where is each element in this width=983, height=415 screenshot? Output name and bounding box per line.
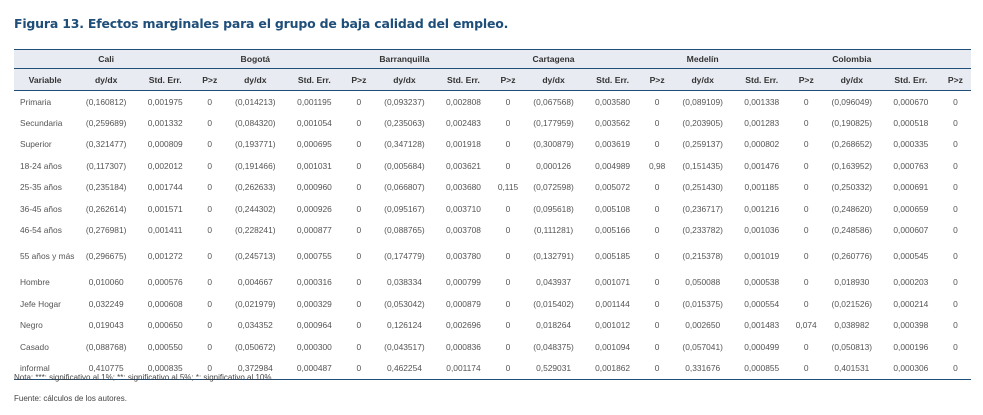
- dydx-cell: 0,032249: [88, 298, 124, 309]
- std-err-cell: 0,000650: [147, 320, 183, 331]
- p-value-cell: 0: [207, 341, 213, 352]
- dydx-cell: (0,251430): [682, 182, 723, 193]
- p-value-cell: 0: [356, 118, 362, 129]
- p-value-cell: 0: [505, 320, 511, 331]
- dydx-cell: (0,015402): [533, 298, 574, 309]
- variable-cell: Hombre: [20, 277, 50, 288]
- column-header: dy/dx: [673, 69, 733, 91]
- column-header: dy/dx: [225, 69, 285, 91]
- significance-note: Nota: ***: significativo al 1%; **: significativo al 5%; *: significativo al 10%.: [14, 373, 274, 382]
- std-err-cell: 0,000802: [744, 139, 780, 150]
- dydx-cell: 0,018930: [834, 277, 870, 288]
- dydx-cell: (0,057041): [682, 341, 723, 352]
- p-value-cell: 0,98: [648, 160, 666, 171]
- dydx-cell: (0,072598): [533, 182, 574, 193]
- p-value-cell: 0: [953, 139, 958, 150]
- column-header: P>z: [642, 69, 673, 91]
- std-err-cell: 0,000659: [893, 203, 929, 214]
- blank-header: [14, 50, 76, 69]
- p-value-cell: 0: [207, 251, 213, 262]
- dydx-cell: 0,000126: [536, 160, 572, 171]
- p-value-cell: 0: [654, 182, 660, 193]
- std-err-cell: 0,003710: [445, 203, 481, 214]
- table-row: [14, 155, 971, 176]
- dydx-cell: (0,111281): [533, 225, 574, 236]
- p-value-cell: 0: [356, 277, 362, 288]
- p-value-cell: 0: [654, 118, 660, 129]
- std-err-cell: 0,000835: [136, 357, 194, 379]
- std-err-cell: 0,000398: [893, 320, 929, 331]
- p-value-cell: 0: [207, 160, 213, 171]
- table-row: [14, 293, 971, 314]
- p-value-cell: 0: [953, 160, 958, 171]
- p-value-cell: 0: [194, 357, 225, 379]
- dydx-cell: (0,015375): [682, 298, 723, 309]
- std-err-cell: 0,000306: [882, 357, 940, 379]
- std-err-cell: 0,001071: [595, 277, 631, 288]
- column-header: Std. Err.: [434, 69, 492, 91]
- dydx-cell: 0,529031: [524, 357, 584, 379]
- p-value-cell: 0: [953, 225, 958, 236]
- column-header: dy/dx: [76, 69, 136, 91]
- p-value-cell: 0: [356, 320, 362, 331]
- variable-cell: 55 años y más: [20, 251, 75, 262]
- p-value-cell: 0: [356, 225, 362, 236]
- dydx-cell: (0,067568): [533, 96, 574, 107]
- column-header: P>z: [194, 69, 225, 91]
- dydx-cell: (0,177959): [533, 118, 574, 129]
- std-err-cell: 0,000196: [893, 341, 929, 352]
- column-header: dy/dx: [822, 69, 882, 91]
- std-err-cell: 0,000300: [296, 341, 332, 352]
- dydx-cell: (0,174779): [384, 251, 425, 262]
- dydx-cell: (0,300879): [533, 139, 574, 150]
- dydx-cell: 0,050088: [685, 277, 721, 288]
- std-err-cell: 0,004989: [595, 160, 631, 171]
- p-value-cell: 0: [654, 320, 660, 331]
- dydx-cell: (0,235063): [384, 118, 425, 129]
- std-err-cell: 0,001483: [744, 320, 780, 331]
- dydx-cell: (0,021979): [235, 298, 276, 309]
- std-err-cell: 0,001571: [147, 203, 183, 214]
- std-err-cell: 0,000316: [296, 277, 332, 288]
- dydx-cell: (0,191466): [235, 160, 276, 171]
- std-err-cell: 0,000879: [445, 298, 481, 309]
- dydx-cell: (0,203905): [682, 118, 723, 129]
- p-value-cell: 0: [505, 341, 511, 352]
- table-row: [14, 336, 971, 357]
- p-value-cell: 0: [803, 298, 809, 309]
- p-value-cell: 0: [654, 203, 660, 214]
- p-value-cell: 0: [953, 320, 958, 331]
- dydx-cell: (0,248620): [831, 203, 873, 214]
- column-header: Std. Err.: [136, 69, 194, 91]
- variable-cell: 36-45 años: [20, 203, 62, 214]
- dydx-cell: (0,233782): [682, 225, 723, 236]
- p-value-cell: 0: [803, 341, 809, 352]
- dydx-cell: (0,043517): [384, 341, 425, 352]
- std-err-cell: 0,000545: [893, 251, 929, 262]
- std-err-cell: 0,002696: [445, 320, 481, 331]
- p-value-cell: 0: [654, 298, 660, 309]
- variable-cell: 18-24 años: [20, 160, 62, 171]
- variable-cell: informal: [14, 357, 76, 379]
- column-header-row: [14, 69, 971, 91]
- p-value-cell: 0: [356, 96, 362, 107]
- dydx-cell: (0,321477): [85, 139, 127, 150]
- std-err-cell: 0,000799: [445, 277, 481, 288]
- std-err-cell: 0,005185: [595, 251, 631, 262]
- dydx-cell: (0,296675): [85, 251, 127, 262]
- p-value-cell: 0: [654, 341, 660, 352]
- city-header: Bogotá: [225, 50, 285, 69]
- table-row: [14, 219, 971, 240]
- p-value-cell: 0: [940, 357, 971, 379]
- column-header: Std. Err.: [285, 69, 343, 91]
- dydx-cell: (0,268652): [831, 139, 873, 150]
- dydx-cell: (0,259137): [682, 139, 723, 150]
- dydx-cell: (0,084320): [235, 118, 276, 129]
- std-err-cell: 0,000855: [733, 357, 791, 379]
- std-err-cell: 0,000877: [296, 225, 332, 236]
- std-err-cell: 0,000214: [893, 298, 929, 309]
- p-value-cell: 0: [207, 298, 213, 309]
- dydx-cell: (0,245713): [235, 251, 276, 262]
- std-err-cell: 0,002808: [445, 96, 481, 107]
- p-value-cell: 0: [207, 225, 213, 236]
- dydx-cell: (0,276981): [85, 225, 127, 236]
- std-err-cell: 0,000499: [744, 341, 780, 352]
- table-row: [14, 134, 971, 155]
- p-value-cell: 0,074: [795, 320, 817, 331]
- variable-cell: 46-54 años: [20, 225, 62, 236]
- p-value-cell: 0: [505, 251, 511, 262]
- dydx-cell: (0,066807): [384, 182, 425, 193]
- p-value-cell: 0: [356, 203, 362, 214]
- p-value-cell: 0: [356, 298, 362, 309]
- p-value-cell: 0: [356, 251, 362, 262]
- std-err-cell: 0,003780: [445, 251, 481, 262]
- std-err-cell: 0,001975: [147, 96, 183, 107]
- p-value-cell: 0: [654, 251, 660, 262]
- p-value-cell: 0: [654, 225, 660, 236]
- dydx-cell: (0,050672): [235, 341, 276, 352]
- marginal-effects-table: [14, 49, 971, 380]
- dydx-cell: (0,088768): [85, 341, 127, 352]
- p-value-cell: 0: [803, 277, 809, 288]
- std-err-cell: 0,002012: [147, 160, 183, 171]
- p-value-cell: 0: [207, 96, 213, 107]
- std-err-cell: 0,001144: [595, 298, 630, 309]
- dydx-cell: 0,018264: [536, 320, 572, 331]
- std-err-cell: 0,000964: [296, 320, 332, 331]
- p-value-cell: 0: [953, 277, 958, 288]
- std-err-cell: 0,001338: [744, 96, 780, 107]
- dydx-cell: (0,248586): [831, 225, 873, 236]
- std-err-cell: 0,001862: [584, 357, 642, 379]
- std-err-cell: 0,003562: [595, 118, 631, 129]
- table-row: [14, 241, 971, 272]
- p-value-cell: 0: [953, 96, 958, 107]
- dydx-cell: 0,372984: [225, 357, 285, 379]
- p-value-cell: 0: [356, 182, 362, 193]
- dydx-cell: 0,004667: [237, 277, 273, 288]
- column-header: P>z: [791, 69, 822, 91]
- std-err-cell: 0,003619: [595, 139, 631, 150]
- variable-cell: Secundaria: [20, 118, 63, 129]
- dydx-cell: 0,019043: [88, 320, 124, 331]
- p-value-cell: 0: [505, 139, 511, 150]
- p-value-cell: 0: [803, 182, 809, 193]
- dydx-cell: 0,038334: [386, 277, 422, 288]
- column-header: P>z: [343, 69, 374, 91]
- source-note: Fuente: cálculos de los autores.: [14, 394, 127, 403]
- dydx-cell: (0,093237): [384, 96, 425, 107]
- dydx-cell: (0,021526): [831, 298, 873, 309]
- variable-cell: Primaria: [20, 96, 52, 107]
- std-err-cell: 0,005108: [595, 203, 631, 214]
- dydx-cell: 0,034352: [237, 320, 273, 331]
- p-value-cell: 0: [803, 225, 809, 236]
- std-err-cell: 0,001744: [147, 182, 183, 193]
- column-header: Std. Err.: [584, 69, 642, 91]
- std-err-cell: 0,000691: [893, 182, 929, 193]
- p-value-cell: 0: [953, 203, 958, 214]
- std-err-cell: 0,005072: [595, 182, 631, 193]
- dydx-cell: (0,048375): [533, 341, 574, 352]
- std-err-cell: 0,001174: [434, 357, 492, 379]
- dydx-cell: (0,259689): [85, 118, 127, 129]
- dydx-cell: (0,050813): [831, 341, 873, 352]
- std-err-cell: 0,001185: [744, 182, 779, 193]
- std-err-cell: 0,000487: [285, 357, 343, 379]
- dydx-cell: (0,163952): [831, 160, 873, 171]
- dydx-cell: (0,151435): [682, 160, 723, 171]
- p-value-cell: 0: [803, 118, 809, 129]
- city-header: Barranquilla: [374, 50, 434, 69]
- p-value-cell: 0: [642, 357, 673, 379]
- std-err-cell: 0,000763: [893, 160, 929, 171]
- variable-cell: 25-35 años: [20, 182, 62, 193]
- dydx-cell: 0,043937: [536, 277, 572, 288]
- std-err-cell: 0,001272: [147, 251, 183, 262]
- variable-header: Variable: [14, 69, 76, 91]
- dydx-cell: (0,132791): [533, 251, 574, 262]
- std-err-cell: 0,000538: [744, 277, 780, 288]
- p-value-cell: 0: [654, 139, 660, 150]
- figure-title: Figura 13. Efectos marginales para el grupo de baja calidad del empleo.: [14, 16, 509, 31]
- variable-cell: Negro: [20, 320, 43, 331]
- dydx-cell: (0,228241): [235, 225, 276, 236]
- std-err-cell: 0,000755: [296, 251, 332, 262]
- dydx-cell: (0,088765): [384, 225, 425, 236]
- p-value-cell: 0: [654, 277, 660, 288]
- std-err-cell: 0,000335: [893, 139, 929, 150]
- variable-cell: Superior: [20, 139, 52, 150]
- dydx-cell: (0,244302): [235, 203, 276, 214]
- p-value-cell: 0: [803, 251, 809, 262]
- p-value-cell: 0: [953, 118, 958, 129]
- p-value-cell: 0: [492, 357, 523, 379]
- dydx-cell: (0,190825): [831, 118, 873, 129]
- std-err-cell: 0,000960: [296, 182, 332, 193]
- std-err-cell: 0,001195: [297, 96, 332, 107]
- std-err-cell: 0,001094: [595, 341, 631, 352]
- std-err-cell: 0,002483: [445, 118, 481, 129]
- std-err-cell: 0,000926: [296, 203, 332, 214]
- dydx-cell: (0,089109): [682, 96, 723, 107]
- p-value-cell: 0: [505, 118, 511, 129]
- std-err-cell: 0,001332: [147, 118, 183, 129]
- dydx-cell: (0,160812): [85, 96, 127, 107]
- dydx-cell: (0,250332): [831, 182, 873, 193]
- p-value-cell: 0: [356, 341, 362, 352]
- std-err-cell: 0,003621: [445, 160, 481, 171]
- std-err-cell: 0,005166: [595, 225, 631, 236]
- std-err-cell: 0,000608: [147, 298, 183, 309]
- std-err-cell: 0,000809: [147, 139, 183, 150]
- std-err-cell: 0,001476: [744, 160, 780, 171]
- p-value-cell: 0: [207, 277, 213, 288]
- dydx-cell: (0,095167): [384, 203, 425, 214]
- variable-cell: Casado: [20, 341, 49, 352]
- city-header: Cali: [76, 50, 136, 69]
- p-value-cell: 0: [356, 139, 362, 150]
- std-err-cell: 0,001411: [148, 225, 183, 236]
- std-err-cell: 0,001918: [445, 139, 481, 150]
- p-value-cell: 0: [953, 341, 958, 352]
- dydx-cell: (0,262614): [85, 203, 127, 214]
- std-err-cell: 0,000329: [296, 298, 332, 309]
- p-value-cell: 0: [505, 277, 511, 288]
- p-value-cell: 0: [505, 298, 511, 309]
- city-header-row: [14, 50, 971, 69]
- p-value-cell: 0: [207, 320, 213, 331]
- p-value-cell: 0: [953, 251, 958, 262]
- std-err-cell: 0,003680: [445, 182, 481, 193]
- std-err-cell: 0,000203: [893, 277, 929, 288]
- p-value-cell: 0: [505, 225, 511, 236]
- column-header: Std. Err.: [733, 69, 791, 91]
- table-row: [14, 112, 971, 133]
- column-header: P>z: [940, 69, 971, 91]
- dydx-cell: 0,010060: [88, 277, 124, 288]
- dydx-cell: 0,038982: [834, 320, 870, 331]
- std-err-cell: 0,000670: [893, 96, 929, 107]
- p-value-cell: 0: [953, 182, 958, 193]
- p-value-cell: 0: [803, 160, 809, 171]
- dydx-cell: (0,096049): [831, 96, 873, 107]
- column-header: dy/dx: [374, 69, 434, 91]
- p-value-cell: 0: [207, 182, 213, 193]
- p-value-cell: 0: [207, 118, 213, 129]
- std-err-cell: 0,001036: [744, 225, 780, 236]
- city-header: Medelín: [673, 50, 733, 69]
- dydx-cell: (0,095618): [533, 203, 574, 214]
- p-value-cell: 0: [803, 203, 809, 214]
- city-header: Colombia: [822, 50, 882, 69]
- dydx-cell: (0,262633): [235, 182, 276, 193]
- table-row: [14, 198, 971, 219]
- p-value-cell: 0: [505, 96, 511, 107]
- dydx-cell: 0,462254: [374, 357, 434, 379]
- std-err-cell: 0,001012: [595, 320, 631, 331]
- table-row: [14, 315, 971, 336]
- std-err-cell: 0,003708: [445, 225, 481, 236]
- std-err-cell: 0,000550: [147, 341, 183, 352]
- dydx-cell: 0,401531: [822, 357, 882, 379]
- column-header: dy/dx: [524, 69, 584, 91]
- p-value-cell: 0: [803, 139, 809, 150]
- dydx-cell: (0,236717): [682, 203, 723, 214]
- std-err-cell: 0,001216: [744, 203, 780, 214]
- dydx-cell: 0,126124: [386, 320, 422, 331]
- std-err-cell: 0,000576: [147, 277, 183, 288]
- variable-cell: Jefe Hogar: [20, 298, 61, 309]
- std-err-cell: 0,000695: [296, 139, 332, 150]
- dydx-cell: 0,410775: [76, 357, 136, 379]
- dydx-cell: (0,347128): [384, 139, 425, 150]
- p-value-cell: 0: [207, 203, 213, 214]
- dydx-cell: (0,005684): [384, 160, 425, 171]
- p-value-cell: 0: [343, 357, 374, 379]
- std-err-cell: 0,001054: [296, 118, 332, 129]
- p-value-cell: 0: [356, 160, 362, 171]
- dydx-cell: (0,193771): [235, 139, 276, 150]
- p-value-cell: 0: [505, 160, 511, 171]
- column-header: Std. Err.: [882, 69, 940, 91]
- city-header: Cartagena: [524, 50, 584, 69]
- std-err-cell: 0,000607: [893, 225, 929, 236]
- dydx-cell: (0,215378): [682, 251, 723, 262]
- p-value-cell: 0: [654, 96, 660, 107]
- dydx-cell: (0,117307): [86, 160, 127, 171]
- std-err-cell: 0,000836: [445, 341, 481, 352]
- dydx-cell: (0,235184): [85, 182, 127, 193]
- std-err-cell: 0,001031: [296, 160, 332, 171]
- p-value-cell: 0: [505, 203, 511, 214]
- table-row: [14, 91, 971, 113]
- p-value-cell: 0: [207, 139, 213, 150]
- table-row: [14, 272, 971, 293]
- std-err-cell: 0,000554: [744, 298, 780, 309]
- dydx-cell: 0,331676: [673, 357, 733, 379]
- std-err-cell: 0,000518: [893, 118, 929, 129]
- dydx-cell: (0,260776): [831, 251, 873, 262]
- p-value-cell: 0,115: [497, 182, 519, 193]
- std-err-cell: 0,001283: [744, 118, 780, 129]
- column-header: P>z: [492, 69, 523, 91]
- p-value-cell: 0: [953, 298, 958, 309]
- p-value-cell: 0: [791, 357, 822, 379]
- p-value-cell: 0: [803, 96, 809, 107]
- std-err-cell: 0,003580: [595, 96, 631, 107]
- std-err-cell: 0,001019: [744, 251, 780, 262]
- table-row: [14, 177, 971, 198]
- dydx-cell: 0,002650: [685, 320, 721, 331]
- dydx-cell: (0,053042): [384, 298, 425, 309]
- dydx-cell: (0,014213): [235, 96, 276, 107]
